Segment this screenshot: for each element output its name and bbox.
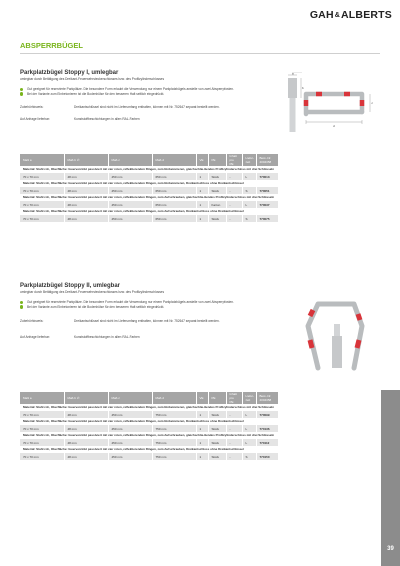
product-title: Parkplatzbügel Stoppy II, umlegbar: [20, 283, 121, 289]
table-cell: Stück: [208, 173, 226, 180]
table-header-row: [20, 392, 278, 404]
dim-label-c: c: [371, 101, 373, 105]
table-cell: S: [242, 453, 256, 460]
variant-description: Material: Stahl roh, Oberfläche: feuerverzinkt passiviert mit vier roten, reflektierenden Ringen, zum Einbetonieren, gleichschlie-ßendes Profilzylinderschloss mit drei Schlüsseln: [20, 166, 278, 173]
variant-description-row: [20, 194, 278, 201]
product-2-image: [296, 296, 376, 376]
dim-label-d: d: [333, 124, 335, 128]
feature-item: Gut geeignet für reservierte Parkplätze. Die besondere Form erlaubt die Verwendung nur einem Parkplatzbügels anstelle von zwei Absperrpfosten.: [20, 300, 282, 305]
table-cell: 450 mm: [108, 201, 152, 208]
table-cell: 650 mm: [152, 173, 196, 180]
table-cell: -: [226, 425, 242, 432]
product-1-image: [282, 72, 382, 146]
on-request-note: [20, 117, 282, 125]
on-request-text: Kunststoffbeschichtungen in allen RAL-Farben: [74, 117, 140, 122]
table-cell: -: [226, 215, 242, 222]
table-cell: 650 mm: [152, 215, 196, 222]
table-cell: -: [226, 453, 242, 460]
table-row: [20, 411, 278, 418]
on-request-text: Kunststoffbeschichtungen in allen RAL-Farben: [74, 335, 140, 340]
accessories-note: [20, 105, 282, 113]
table-cell: L: [242, 411, 256, 418]
table-cell: 450 mm: [108, 411, 152, 418]
column-header: Liefer-zeit: [242, 392, 256, 404]
table-cell: S: [242, 187, 256, 194]
table-cell: -: [226, 411, 242, 418]
variant-description-row: [20, 208, 278, 215]
table-cell: 750 mm: [152, 439, 196, 446]
table-cell: 70 x 70 mm: [20, 187, 64, 194]
variant-description-row: [20, 166, 278, 173]
table-cell: Stück: [208, 425, 226, 432]
variant-description: Material: Stahl roh, Oberfläche: feuerverzinkt passiviert mit vier roten, reflektierenden Ringen, zum Aufschrauben, gleichschlie-ßendes Profilzylinderschloss mit drei Schlüsseln: [20, 194, 278, 201]
table-cell: Stück: [208, 439, 226, 446]
table-cell: 70 x 70 mm: [20, 453, 64, 460]
table-row: [20, 173, 278, 180]
section-divider: [20, 53, 380, 54]
table-row: [20, 215, 278, 222]
feature-item: Bei der Variante zum Einbetonieren ist die Bodenhülse für den besseren Halt seitlich eingedrückt.: [20, 305, 282, 310]
table-cell: 70 x 70 mm: [20, 173, 64, 180]
table-cell: 70 x 70 mm: [20, 411, 64, 418]
table-cell: 70 x 70 mm: [20, 215, 64, 222]
table-cell: 1: [196, 425, 208, 432]
table-cell: 48 mm: [64, 215, 108, 222]
variant-description-row: [20, 432, 278, 439]
variant-description: Material: Stahl roh, Oberfläche: feuerverzinkt passiviert mit vier roten, reflektierenden Ringen, zum Aufschrauben, gleichschlie-ßendes Profilzylinderschloss mit drei Schlüsseln: [20, 432, 278, 439]
table-cell: 650 mm: [152, 187, 196, 194]
table-cell: 650 mm: [152, 201, 196, 208]
feature-list: [20, 87, 282, 96]
product-2-intro: [20, 283, 282, 343]
table-cell: 450 mm: [108, 453, 152, 460]
table-row: [20, 453, 278, 460]
column-header: Maß a: [20, 154, 64, 166]
table-cell: Stück: [208, 411, 226, 418]
column-header: Maß c: [108, 154, 152, 166]
column-header: Inhalt pro PE: [226, 154, 242, 166]
table-cell: 48 mm: [64, 173, 108, 180]
table-cell: L: [242, 173, 256, 180]
on-request-note: [20, 335, 282, 343]
table-row: [20, 439, 278, 446]
table-cell: -: [226, 173, 242, 180]
table-cell: 48 mm: [64, 411, 108, 418]
table-cell: 1: [196, 453, 208, 460]
brand-name-part2: ALBERTS: [341, 9, 392, 21]
column-header: Maß b ∅: [64, 154, 108, 166]
accessories-label: Zubehörhinweis:: [20, 105, 44, 110]
variant-description: Material: Stahl roh, Oberfläche: feuerverzinkt passiviert mit vier roten, reflektierenden Ringen, zum Einbetonieren, Dreikantschloss ohne Dreikantschlüssel: [20, 418, 278, 425]
table-cell: L: [242, 425, 256, 432]
on-request-label: Auf Anfrage lieferbar:: [20, 117, 50, 122]
on-request-label: Auf Anfrage lieferbar:: [20, 335, 50, 340]
article-number: 770099: [256, 411, 278, 418]
column-header: Maß c: [108, 392, 152, 404]
feature-item: Bei der Variante zum Einbetonieren ist die Bodenhülse für den besseren Halt seitlich eingedrückt.: [20, 92, 282, 97]
table-header-row: [20, 154, 278, 166]
variant-description: Material: Stahl roh, Oberfläche: feuerverzinkt passiviert mit vier roten, reflektierenden Ringen, zum Einbetonieren, Dreikantschloss ohne Dreikantschlüssel: [20, 180, 278, 187]
table-cell: Stück: [208, 215, 226, 222]
table-cell: 750 mm: [152, 411, 196, 418]
product-1-spec-table: [20, 154, 279, 222]
column-header: Liefer-zeit: [242, 154, 256, 166]
article-number: 770136: [256, 425, 278, 432]
article-number: 770075: [256, 215, 278, 222]
table-cell: 1: [196, 201, 208, 208]
product-subtitle: umlegbar durch Betätigung des Dreikant-Feuerwehrsteckerschlosses bzw. des Profilzylinderschlosses: [20, 77, 165, 82]
table-cell: 48 mm: [64, 439, 108, 446]
article-number: 770112: [256, 439, 278, 446]
column-header: Maß a: [20, 392, 64, 404]
section-title: ABSPERRBÜGEL: [20, 41, 83, 50]
table-cell: Karton: [208, 201, 226, 208]
table-cell: 1: [196, 439, 208, 446]
variant-description-row: [20, 404, 278, 411]
table-cell: L: [242, 201, 256, 208]
article-number: 770051: [256, 187, 278, 194]
table-cell: -: [226, 201, 242, 208]
column-header: Best.-Nr. 4004358: [256, 154, 278, 166]
product-title: Parkplatzbügel Stoppy I, umlegbar: [20, 70, 119, 76]
column-header: Maß d: [152, 154, 196, 166]
dim-label-b: b: [302, 86, 304, 90]
accessories-text: Dreikantschlüssel sind nicht im Lieferumfang enthalten, können mit Nr. 752647 separat bestellt werden.: [74, 105, 220, 110]
table-cell: 750 mm: [152, 425, 196, 432]
accessories-note: [20, 319, 282, 327]
table-row: [20, 187, 278, 194]
table-cell: S: [242, 215, 256, 222]
feature-list: [20, 300, 282, 309]
article-number: 770037: [256, 201, 278, 208]
table-cell: 48 mm: [64, 201, 108, 208]
table-cell: 1: [196, 187, 208, 194]
column-header: Maß d: [152, 392, 196, 404]
table-cell: 70 x 70 mm: [20, 201, 64, 208]
dim-label-a: a: [292, 72, 294, 76]
table-cell: 1: [196, 215, 208, 222]
accessories-text: Dreikantschlüssel sind nicht im Lieferumfang enthalten, können mit Nr. 752647 separat bestellt werden.: [74, 319, 220, 324]
table-cell: 450 mm: [108, 425, 152, 432]
table-cell: 1: [196, 411, 208, 418]
product-subtitle: umlegbar durch Betätigung des Dreikant-Feuerwehrsteckerschlosses bzw. des Profilzylinderschlosses: [20, 290, 165, 295]
column-header: PE: [208, 392, 226, 404]
product-1-intro: [20, 70, 282, 125]
table-cell: 48 mm: [64, 187, 108, 194]
table-cell: Stück: [208, 453, 226, 460]
table-cell: 48 mm: [64, 453, 108, 460]
table-cell: -: [226, 187, 242, 194]
table-cell: 70 x 70 mm: [20, 439, 64, 446]
page-number: 39: [387, 546, 394, 552]
product-2-spec-table: [20, 392, 279, 460]
feature-item: Gut geeignet für reservierte Parkplätze. Die besondere Form erlaubt die Verwendung nur einem Parkplatzbügels anstelle von zwei Absperrpfosten.: [20, 87, 282, 92]
brand-name-part1: GAH: [309, 9, 334, 21]
table-cell: 450 mm: [108, 215, 152, 222]
table-cell: L: [242, 439, 256, 446]
column-header: VE: [196, 392, 208, 404]
table-cell: 48 mm: [64, 425, 108, 432]
table-cell: 450 mm: [108, 173, 152, 180]
column-header: PE: [208, 154, 226, 166]
column-header: Best.-Nr. 4004358: [256, 392, 278, 404]
table-cell: 450 mm: [108, 439, 152, 446]
article-number: 770150: [256, 453, 278, 460]
column-header: VE: [196, 154, 208, 166]
table-cell: 750 mm: [152, 453, 196, 460]
table-cell: 1: [196, 173, 208, 180]
column-header: Maß b ∅: [64, 392, 108, 404]
variant-description: Material: Stahl roh, Oberfläche: feuerverzinkt passiviert mit vier roten, reflektierenden Ringen, zum Aufschrauben, Dreikantschloss ohne Dreikantschlüssel: [20, 208, 278, 215]
variant-description-row: [20, 418, 278, 425]
variant-description: Material: Stahl roh, Oberfläche: feuerverzinkt passiviert mit vier roten, reflektierenden Ringen, zum Aufschrauben, Dreikantschloss ohne Dreikantschlüssel: [20, 446, 278, 453]
table-row: [20, 201, 278, 208]
variant-description-row: [20, 180, 278, 187]
article-number: 770013: [256, 173, 278, 180]
table-cell: 70 x 70 mm: [20, 425, 64, 432]
table-cell: 450 mm: [108, 187, 152, 194]
accessories-label: Zubehörhinweis:: [20, 319, 44, 324]
column-header: Inhalt pro PE: [226, 392, 242, 404]
side-tab-bar: [381, 390, 400, 566]
table-cell: Stück: [208, 187, 226, 194]
table-row: [20, 425, 278, 432]
variant-description-row: [20, 446, 278, 453]
brand-logo: [310, 9, 392, 21]
variant-description: Material: Stahl roh, Oberfläche: feuerverzinkt passiviert mit vier roten, reflektierenden Ringen, zum Einbetonieren, gleichschlie-ßendes Profilzylinderschloss mit drei Schlüsseln: [20, 404, 278, 411]
brand-ampersand: &: [334, 12, 341, 19]
table-cell: -: [226, 439, 242, 446]
